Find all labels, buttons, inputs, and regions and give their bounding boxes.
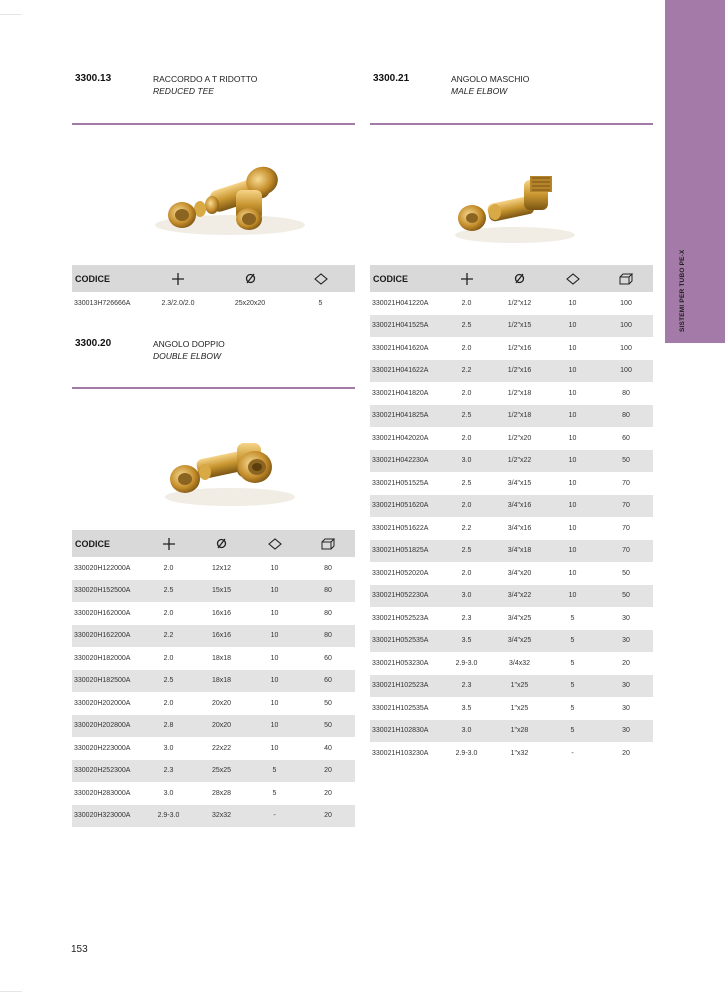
product-code: 3300.21 bbox=[373, 73, 410, 84]
cell-code: 330021H052535A bbox=[370, 630, 440, 653]
cell-pack: 5 bbox=[318, 299, 323, 307]
cell-carton-qty: 50 bbox=[324, 699, 332, 707]
cell-size: 3/4"x16 bbox=[507, 524, 532, 532]
table-row bbox=[72, 557, 355, 580]
cell-thickness: 3.0 bbox=[440, 720, 493, 743]
carton-icon bbox=[321, 538, 335, 550]
cell-box-qty: 5 bbox=[570, 614, 575, 622]
cell-thickness: 2.0 bbox=[461, 299, 472, 307]
cell-thickness: 3.0 bbox=[163, 789, 174, 797]
cell-size: 3/4"x25 bbox=[493, 630, 546, 653]
cell-thickness: 2.3/2.0/2.0 bbox=[161, 299, 195, 307]
cell-carton-qty: 80 bbox=[599, 405, 653, 428]
product-title-en: REDUCED TEE bbox=[153, 86, 214, 96]
table-header-row bbox=[370, 265, 653, 292]
table-row bbox=[370, 472, 653, 495]
cell-carton-qty: 20 bbox=[622, 659, 630, 667]
cell-thickness: 3.0 bbox=[440, 585, 493, 608]
section-side-tab bbox=[665, 0, 725, 343]
col-header-pressure bbox=[142, 530, 195, 557]
cell-box-qty: 10 bbox=[546, 585, 599, 608]
cell-carton-qty: 50 bbox=[301, 715, 355, 738]
cell-code: 330020H182500A bbox=[72, 670, 142, 693]
col-header-box bbox=[286, 265, 355, 292]
cell-code: 330021H102830A bbox=[370, 720, 440, 743]
cell-box-qty: 10 bbox=[248, 625, 301, 648]
col-header-codice: CODICE bbox=[72, 530, 142, 557]
product-title-it: ANGOLO MASCHIO bbox=[451, 74, 530, 84]
cell-code: 330021H102523A bbox=[370, 675, 440, 698]
cell-code: 330021H041825A bbox=[370, 405, 440, 428]
cell-thickness: 2.3 bbox=[440, 675, 493, 698]
cell-thickness: 2.9-3.0 bbox=[455, 749, 478, 757]
cell-code: 330020H202000A bbox=[74, 699, 131, 707]
col-header-codice: CODICE bbox=[72, 265, 142, 292]
cell-carton-qty: 20 bbox=[324, 789, 332, 797]
cell-carton-qty: 100 bbox=[620, 299, 632, 307]
cell-box-qty: 10 bbox=[270, 699, 279, 707]
cell-code: 330020H162200A bbox=[72, 625, 142, 648]
cell-carton-qty: 60 bbox=[622, 434, 630, 442]
table-row bbox=[370, 697, 653, 720]
cell-carton-qty: 70 bbox=[599, 495, 653, 518]
cell-thickness: 2.3 bbox=[142, 760, 195, 783]
cell-code: 330020H182000A bbox=[74, 654, 131, 662]
product-table-3300-20 bbox=[72, 530, 355, 827]
cell-size: 25x20x20 bbox=[234, 299, 266, 307]
cell-thickness: 2.5 bbox=[440, 405, 493, 428]
table-row bbox=[370, 585, 653, 608]
cell-code: 330020H152500A bbox=[72, 580, 142, 603]
cell-thickness: 3.0 bbox=[440, 450, 493, 473]
cell-code: 330020H323000A bbox=[72, 805, 142, 828]
reduced-tee-photo bbox=[140, 135, 315, 255]
cell-box-qty: - bbox=[571, 749, 574, 757]
cell-size: 1"x32 bbox=[510, 749, 529, 757]
cell-thickness: 2.9-3.0 bbox=[142, 805, 195, 828]
cell-carton-qty: 80 bbox=[324, 609, 332, 617]
cell-carton-qty: 80 bbox=[622, 389, 630, 397]
product-table-3300-21 bbox=[370, 265, 653, 765]
cell-carton-qty: 80 bbox=[301, 625, 355, 648]
cell-size: 1"x25 bbox=[493, 675, 546, 698]
cell-box-qty: 10 bbox=[546, 450, 599, 473]
cell-thickness: 2.5 bbox=[461, 479, 472, 487]
cell-box-qty: 10 bbox=[546, 405, 599, 428]
cell-box-qty: 5 bbox=[248, 760, 301, 783]
cell-code: 330021H041622A bbox=[370, 360, 440, 383]
cell-thickness: 2.0 bbox=[461, 434, 472, 442]
table-row bbox=[370, 360, 653, 383]
cell-carton-qty: 60 bbox=[301, 670, 355, 693]
cell-size: 18x18 bbox=[211, 654, 232, 662]
cell-thickness: 2.0 bbox=[440, 495, 493, 518]
cell-box-qty: 10 bbox=[270, 609, 279, 617]
cell-thickness: 2.2 bbox=[142, 625, 195, 648]
cell-box-qty: 10 bbox=[248, 715, 301, 738]
table-row bbox=[72, 692, 355, 715]
cell-size: 1/2"x16 bbox=[507, 344, 532, 352]
carton-icon bbox=[619, 273, 633, 285]
cell-thickness: 2.0 bbox=[163, 699, 174, 707]
cell-code: 330013H726666A bbox=[74, 299, 131, 307]
male-elbow-photo bbox=[440, 150, 590, 255]
cell-size: 1/2"x15 bbox=[493, 315, 546, 338]
col-header-box bbox=[248, 530, 301, 557]
cell-code: 330021H051825A bbox=[370, 540, 440, 563]
cell-size: 22x22 bbox=[211, 744, 232, 752]
cell-size: 1/2"x18 bbox=[493, 405, 546, 428]
cell-thickness: 2.5 bbox=[440, 540, 493, 563]
cell-thickness: 3.0 bbox=[163, 744, 174, 752]
table-row bbox=[370, 630, 653, 653]
diameter-icon bbox=[514, 273, 525, 284]
cell-thickness: 2.5 bbox=[142, 580, 195, 603]
cell-size: 1"x25 bbox=[510, 704, 529, 712]
cell-thickness: 2.2 bbox=[440, 360, 493, 383]
table-row bbox=[370, 495, 653, 518]
table-row bbox=[370, 675, 653, 698]
cell-box-qty: 10 bbox=[248, 670, 301, 693]
cell-box-qty: 10 bbox=[546, 360, 599, 383]
cell-thickness: 2.0 bbox=[163, 609, 174, 617]
cell-size: 1/2"x12 bbox=[507, 299, 532, 307]
cell-box-qty: 10 bbox=[546, 315, 599, 338]
cell-size: 1/2"x16 bbox=[493, 360, 546, 383]
box-icon bbox=[268, 538, 282, 550]
cell-code: 330021H102535A bbox=[372, 704, 429, 712]
table-row bbox=[370, 450, 653, 473]
product-title-en: DOUBLE ELBOW bbox=[153, 351, 222, 361]
cell-size: 3/4"x20 bbox=[507, 569, 532, 577]
crop-mark bbox=[0, 14, 22, 15]
cell-code: 330021H041220A bbox=[372, 299, 429, 307]
table-row bbox=[370, 720, 653, 743]
cell-thickness: 2.0 bbox=[461, 569, 472, 577]
cell-code: 330021H052020A bbox=[372, 569, 429, 577]
cell-box-qty: 10 bbox=[270, 564, 279, 572]
cell-size: 32x32 bbox=[195, 805, 248, 828]
table-row bbox=[72, 602, 355, 625]
cell-thickness: 3.5 bbox=[440, 630, 493, 653]
cell-box-qty: 10 bbox=[546, 495, 599, 518]
table-header-row bbox=[72, 530, 355, 557]
cell-code: 330020H162000A bbox=[74, 609, 131, 617]
cell-size: 3/4"x16 bbox=[493, 495, 546, 518]
cell-box-qty: 5 bbox=[546, 720, 599, 743]
cell-box-qty: 5 bbox=[272, 789, 277, 797]
cell-code: 330021H041525A bbox=[370, 315, 440, 338]
cell-carton-qty: 50 bbox=[599, 585, 653, 608]
table-row bbox=[72, 580, 355, 603]
cell-code: 330021H042020A bbox=[372, 434, 429, 442]
col-header-carton bbox=[599, 265, 653, 292]
cell-box-qty: 10 bbox=[270, 744, 279, 752]
cell-code: 330020H202800A bbox=[72, 715, 142, 738]
col-header-diameter bbox=[195, 530, 248, 557]
table-row bbox=[72, 760, 355, 783]
cell-box-qty: - bbox=[248, 805, 301, 828]
cell-box-qty: 10 bbox=[248, 580, 301, 603]
cell-box-qty: 10 bbox=[568, 524, 577, 532]
col-header-box bbox=[546, 265, 599, 292]
section-divider bbox=[72, 123, 355, 125]
table-row bbox=[370, 405, 653, 428]
table-row bbox=[72, 737, 355, 760]
cell-size: 3/4"x25 bbox=[507, 614, 532, 622]
table-row bbox=[370, 540, 653, 563]
cell-carton-qty: 20 bbox=[301, 805, 355, 828]
table-row bbox=[370, 742, 653, 765]
double-elbow-photo bbox=[145, 405, 305, 520]
pressure-icon bbox=[172, 273, 184, 285]
cell-size: 16x16 bbox=[211, 609, 232, 617]
product-title-it: RACCORDO A T RIDOTTO bbox=[153, 74, 258, 84]
cell-size: 1/2"x18 bbox=[507, 389, 532, 397]
cell-size: 28x28 bbox=[211, 789, 232, 797]
product-table-3300-13 bbox=[72, 265, 355, 315]
cell-thickness: 3.5 bbox=[461, 704, 472, 712]
cell-code: 330021H051525A bbox=[372, 479, 429, 487]
col-header-pressure bbox=[440, 265, 493, 292]
cell-carton-qty: 30 bbox=[622, 704, 630, 712]
cell-code: 330020H252300A bbox=[72, 760, 142, 783]
section-divider bbox=[370, 123, 653, 125]
section-divider bbox=[72, 387, 355, 389]
cell-code: 330021H051622A bbox=[372, 524, 429, 532]
cell-code: 330021H052230A bbox=[370, 585, 440, 608]
cell-carton-qty: 80 bbox=[324, 564, 332, 572]
cell-carton-qty: 80 bbox=[301, 580, 355, 603]
table-row bbox=[72, 292, 355, 315]
crop-mark bbox=[0, 991, 22, 992]
table-row bbox=[370, 382, 653, 405]
cell-carton-qty: 70 bbox=[622, 479, 630, 487]
table-row bbox=[370, 315, 653, 338]
cell-thickness: 2.9-3.0 bbox=[455, 659, 478, 667]
product-title-en: MALE ELBOW bbox=[451, 86, 508, 96]
table-row bbox=[72, 625, 355, 648]
cell-carton-qty: 50 bbox=[622, 569, 630, 577]
cell-code: 330020H283000A bbox=[74, 789, 131, 797]
cell-carton-qty: 100 bbox=[599, 315, 653, 338]
cell-thickness: 2.3 bbox=[461, 614, 472, 622]
cell-thickness: 2.0 bbox=[163, 654, 174, 662]
table-row bbox=[370, 337, 653, 360]
cell-code: 330021H051620A bbox=[370, 495, 440, 518]
col-header-diameter bbox=[214, 265, 286, 292]
pressure-icon bbox=[163, 538, 175, 550]
box-icon bbox=[314, 273, 328, 285]
col-header-diameter bbox=[493, 265, 546, 292]
cell-carton-qty: 100 bbox=[620, 344, 632, 352]
cell-carton-qty: 20 bbox=[622, 749, 630, 757]
product-code: 3300.20 bbox=[75, 338, 112, 349]
product-title bbox=[153, 73, 257, 97]
cell-carton-qty: 70 bbox=[622, 524, 630, 532]
table-row bbox=[72, 647, 355, 670]
cell-carton-qty: 20 bbox=[301, 760, 355, 783]
cell-code: 330021H042230A bbox=[370, 450, 440, 473]
cell-thickness: 2.2 bbox=[461, 524, 472, 532]
cell-box-qty: 10 bbox=[568, 479, 577, 487]
cell-box-qty: 5 bbox=[546, 675, 599, 698]
cell-code: 330020H122000A bbox=[74, 564, 131, 572]
cell-carton-qty: 30 bbox=[599, 675, 653, 698]
cell-carton-qty: 60 bbox=[324, 654, 332, 662]
cell-thickness: 2.0 bbox=[461, 344, 472, 352]
cell-carton-qty: 50 bbox=[599, 450, 653, 473]
cell-size: 3/4"x18 bbox=[493, 540, 546, 563]
cell-size: 1"x28 bbox=[493, 720, 546, 743]
cell-thickness: 2.0 bbox=[163, 564, 174, 572]
section-label: SISTEMI PER TUBO PE-X bbox=[679, 249, 686, 332]
cell-size: 12x12 bbox=[211, 564, 232, 572]
cell-thickness: 2.8 bbox=[142, 715, 195, 738]
cell-size: 20x20 bbox=[211, 699, 232, 707]
cell-carton-qty: 30 bbox=[599, 630, 653, 653]
cell-carton-qty: 70 bbox=[599, 540, 653, 563]
cell-thickness: 2.5 bbox=[440, 315, 493, 338]
cell-code: 330021H052523A bbox=[372, 614, 429, 622]
diameter-icon bbox=[216, 538, 227, 549]
cell-size: 15x15 bbox=[195, 580, 248, 603]
box-icon bbox=[566, 273, 580, 285]
cell-size: 3/4"x15 bbox=[507, 479, 532, 487]
cell-code: 330021H053230A bbox=[372, 659, 429, 667]
cell-carton-qty: 100 bbox=[599, 360, 653, 383]
table-row bbox=[370, 562, 653, 585]
table-row bbox=[72, 782, 355, 805]
table-row bbox=[370, 517, 653, 540]
table-row bbox=[370, 607, 653, 630]
table-row bbox=[72, 805, 355, 828]
table-row bbox=[370, 652, 653, 675]
cell-carton-qty: 30 bbox=[599, 720, 653, 743]
col-header-carton bbox=[301, 530, 355, 557]
cell-box-qty: 5 bbox=[546, 630, 599, 653]
product-title bbox=[451, 73, 529, 97]
diameter-icon bbox=[245, 273, 256, 284]
table-row bbox=[370, 292, 653, 315]
cell-size: 18x18 bbox=[195, 670, 248, 693]
cell-box-qty: 5 bbox=[570, 659, 575, 667]
table-header-row bbox=[72, 265, 355, 292]
cell-box-qty: 10 bbox=[270, 654, 279, 662]
cell-code: 330021H041620A bbox=[372, 344, 429, 352]
cell-thickness: 2.5 bbox=[142, 670, 195, 693]
cell-size: 16x16 bbox=[195, 625, 248, 648]
pressure-icon bbox=[461, 273, 473, 285]
cell-code: 330021H041820A bbox=[372, 389, 429, 397]
cell-code: 330020H223000A bbox=[74, 744, 131, 752]
product-code: 3300.13 bbox=[75, 73, 112, 84]
cell-size: 3/4x32 bbox=[508, 659, 531, 667]
cell-carton-qty: 40 bbox=[324, 744, 332, 752]
cell-box-qty: 10 bbox=[568, 344, 577, 352]
cell-size: 1/2"x20 bbox=[507, 434, 532, 442]
cell-box-qty: 10 bbox=[568, 434, 577, 442]
col-header-pressure bbox=[142, 265, 214, 292]
cell-thickness: 2.0 bbox=[461, 389, 472, 397]
cell-carton-qty: 30 bbox=[622, 614, 630, 622]
cell-box-qty: 5 bbox=[570, 704, 575, 712]
table-row bbox=[370, 427, 653, 450]
cell-size: 25x25 bbox=[195, 760, 248, 783]
cell-size: 20x20 bbox=[195, 715, 248, 738]
cell-box-qty: 10 bbox=[568, 389, 577, 397]
cell-box-qty: 10 bbox=[568, 299, 577, 307]
table-row bbox=[72, 715, 355, 738]
cell-size: 3/4"x22 bbox=[493, 585, 546, 608]
col-header-codice: CODICE bbox=[370, 265, 440, 292]
cell-size: 1/2"x22 bbox=[493, 450, 546, 473]
cell-box-qty: 10 bbox=[568, 569, 577, 577]
product-title bbox=[153, 338, 225, 362]
cell-code: 330021H103230A bbox=[372, 749, 429, 757]
cell-box-qty: 10 bbox=[546, 540, 599, 563]
product-title-it: ANGOLO DOPPIO bbox=[153, 339, 225, 349]
page-number: 153 bbox=[71, 944, 88, 955]
table-row bbox=[72, 670, 355, 693]
